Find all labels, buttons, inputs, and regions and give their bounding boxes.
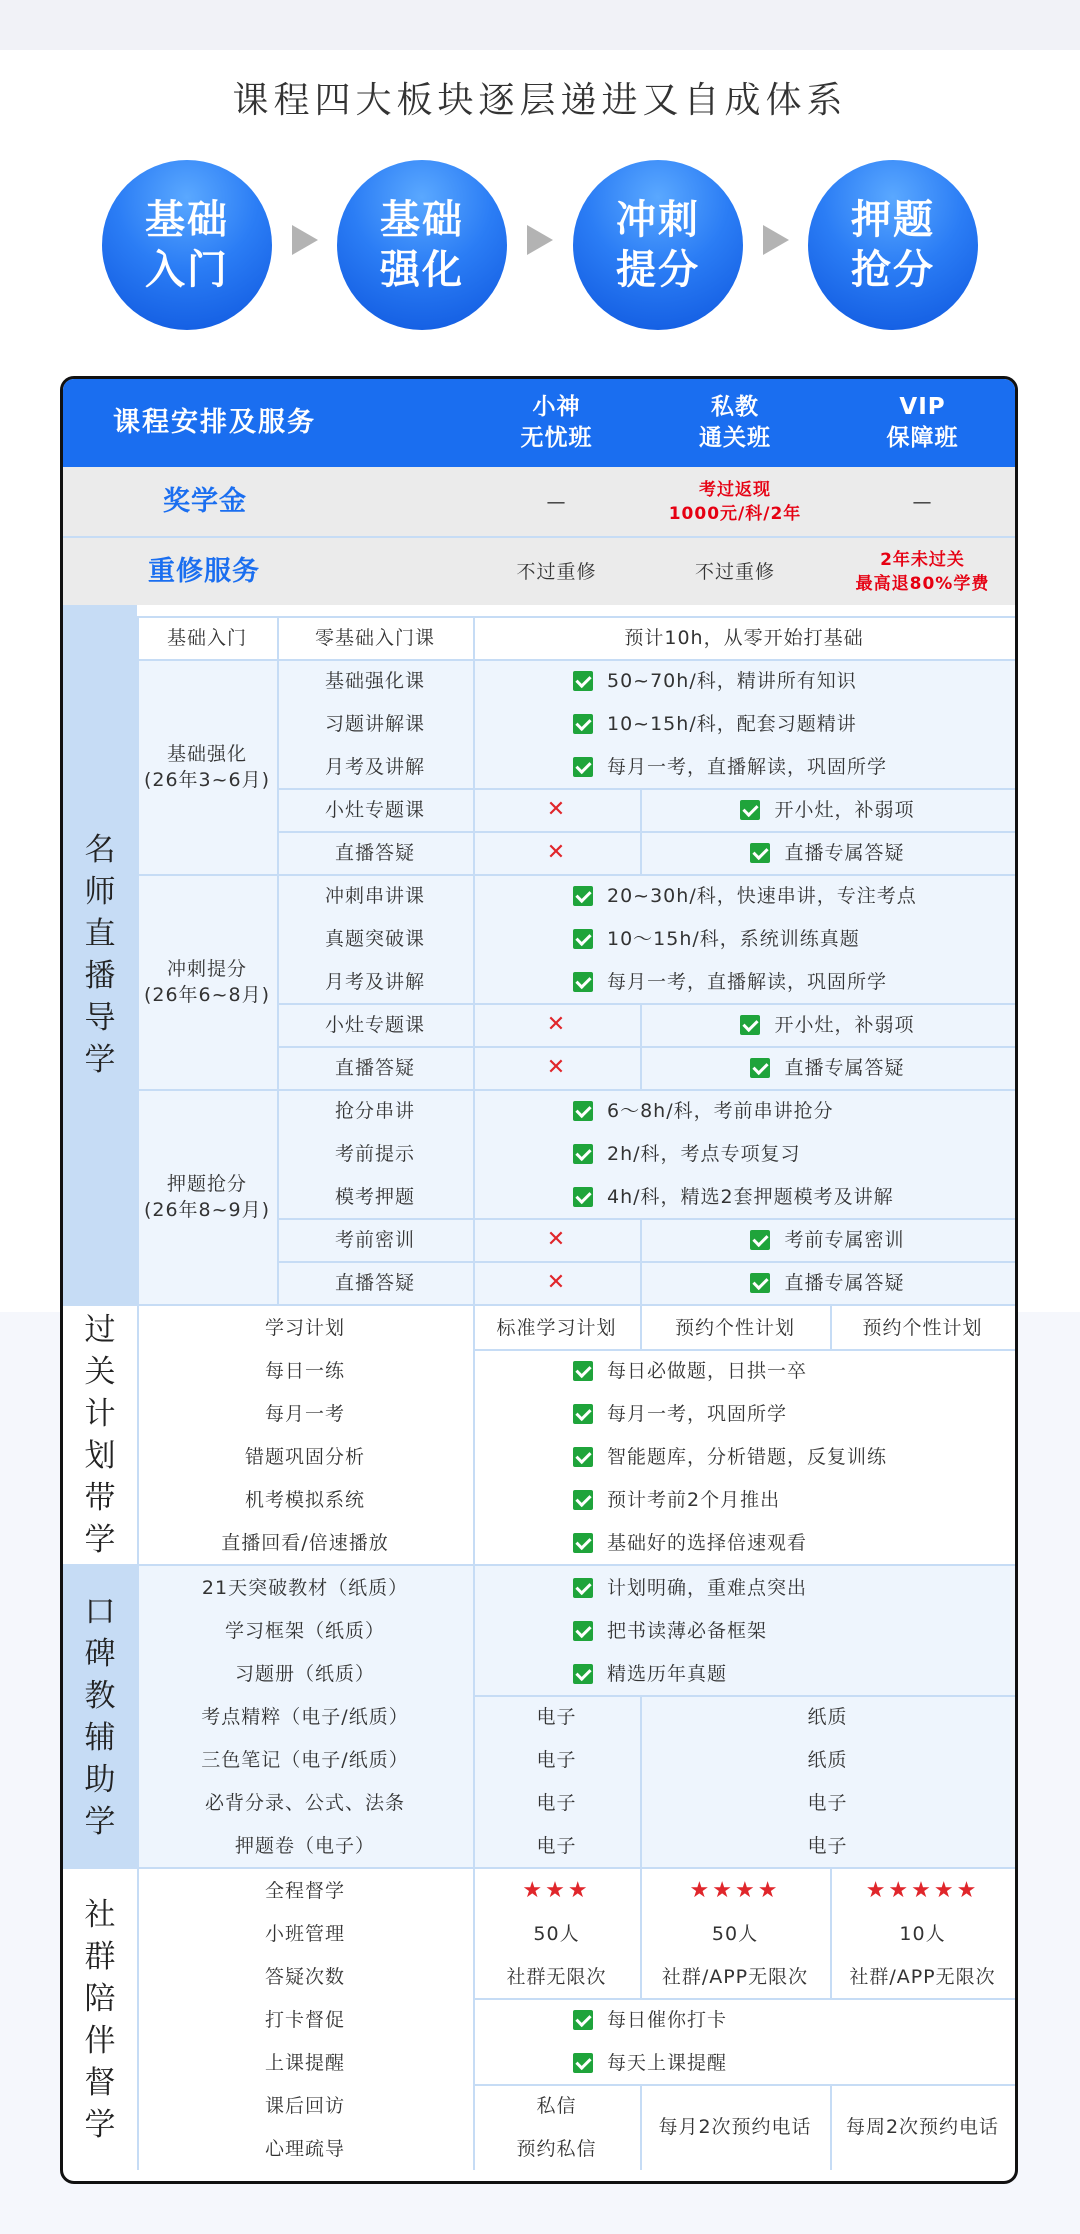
service-name: 答疑次数	[264, 1965, 345, 1988]
section-title-books: 口 碑 教 辅 助 学	[84, 1593, 116, 1840]
feature-text: 开小灶，补弱项	[774, 1013, 915, 1036]
stage-circle: 押题 抢分	[808, 160, 978, 330]
community-value: 50人	[711, 1922, 759, 1945]
service-name: 上课提醒	[264, 2051, 345, 2074]
material-name: 三色笔记（电子/纸质）	[201, 1748, 409, 1771]
retake-label: 重修服务	[148, 555, 260, 587]
checkbox-icon	[573, 972, 593, 992]
scholarship-value: —	[546, 490, 567, 513]
arrow-right-icon	[292, 225, 318, 255]
checkbox-icon	[573, 2010, 593, 2030]
section-title-community: 社 群 陪 伴 督 学	[84, 1896, 116, 2143]
feature-text: 4h/科，精选2套押题模考及讲解	[607, 1185, 894, 1208]
checkbox-icon	[750, 843, 770, 863]
checkbox-icon	[573, 1404, 593, 1424]
included-all-cell	[573, 1566, 1015, 1609]
grid-line	[640, 1695, 642, 1867]
grid-line	[473, 1998, 1015, 2000]
included-all-cell	[573, 1521, 1015, 1564]
cross-icon: ✕	[546, 1269, 567, 1295]
grid-line	[137, 659, 1015, 661]
rating-stars: ★★★★★	[865, 1877, 980, 1903]
plan-header: 私教 通关班	[699, 394, 771, 451]
grid-line	[277, 616, 279, 1304]
phase-label: 基础入门	[166, 626, 247, 649]
page-title: 课程四大板块逐层递进又自成体系	[232, 80, 848, 121]
course-name: 考前提示	[334, 1142, 415, 1165]
checkbox-icon	[573, 1490, 593, 1510]
material-name: 押题卷（电子）	[234, 1834, 375, 1857]
service-name: 学习计划	[264, 1316, 345, 1339]
not-included-cell	[473, 1218, 640, 1261]
feature-text: 50~70h/科，精讲所有知识	[607, 669, 857, 692]
grid-line	[473, 1566, 475, 1867]
course-name: 习题讲解课	[324, 712, 425, 735]
not-included-cell	[473, 788, 640, 831]
feature-text: 6～8h/科，考前串讲抢分	[607, 1099, 834, 1122]
rating-stars: ★★★★	[689, 1877, 781, 1903]
retake-value: 不过重修	[694, 560, 775, 583]
call-plan: 每周2次预约电话	[845, 2116, 1000, 2138]
cross-icon: ✕	[546, 1226, 567, 1252]
course-table	[60, 376, 1018, 2184]
checkbox-icon	[573, 757, 593, 777]
cross-icon: ✕	[546, 839, 567, 865]
grid-line	[473, 1695, 1015, 1697]
service-name: 机考模拟系统	[244, 1488, 365, 1511]
arrow-right-icon	[527, 225, 553, 255]
included-cell	[640, 1218, 1015, 1261]
material-format: 电子	[536, 1834, 577, 1857]
included-all-cell	[573, 874, 1015, 917]
cross-icon: ✕	[546, 796, 567, 822]
retake-value: 不过重修	[516, 560, 597, 583]
feature-text: 直播专属答疑	[784, 841, 905, 864]
course-name: 零基础入门课	[314, 626, 435, 649]
grid-line	[640, 1869, 642, 1998]
material-format: 电子	[536, 1705, 577, 1728]
checkbox-icon	[573, 1578, 593, 1598]
checkbox-icon	[750, 1058, 770, 1078]
course-name: 月考及讲解	[324, 970, 425, 993]
checkbox-icon	[573, 1361, 593, 1381]
grid-line	[473, 2084, 1015, 2086]
included-all-cell	[573, 1132, 1015, 1175]
feature-text: 智能题库，分析错题，反复训练	[607, 1445, 888, 1468]
material-name: 学习框架（纸质）	[224, 1619, 385, 1642]
scholarship-label: 奖学金	[163, 485, 247, 517]
grid-line	[137, 1566, 139, 1867]
feature-text: 开小灶，补弱项	[774, 798, 915, 821]
not-included-cell	[473, 831, 640, 874]
grid-line	[137, 1306, 139, 1564]
grid-line	[473, 1349, 1015, 1351]
not-included-cell	[473, 1261, 640, 1304]
service-name: 小班管理	[264, 1922, 345, 1945]
feature-text: 精选历年真题	[607, 1662, 728, 1685]
grid-line	[277, 831, 1015, 833]
included-all-cell	[573, 917, 1015, 960]
checkbox-icon	[740, 800, 760, 820]
grid-line	[640, 1306, 642, 1349]
feature-text: 10~15h/科，配套习题精讲	[607, 712, 857, 735]
course-name: 冲刺串讲课	[324, 884, 425, 907]
feature-text: 预计10h，从零开始打基础	[624, 626, 864, 649]
course-name: 真题突破课	[324, 927, 425, 950]
grid-line	[137, 616, 1015, 618]
included-all-cell	[573, 1435, 1015, 1478]
grid-line	[830, 2084, 832, 2170]
included-cell	[640, 831, 1015, 874]
material-name: 习题册（纸质）	[234, 1662, 375, 1685]
checkbox-icon	[573, 886, 593, 906]
grid-line	[640, 2084, 642, 2170]
top-band	[0, 0, 1080, 50]
grid-line	[137, 1089, 1015, 1091]
header-label: 课程安排及服务	[113, 407, 316, 438]
course-name: 月考及讲解	[324, 755, 425, 778]
checkbox-icon	[573, 1447, 593, 1467]
community-value: 私信	[536, 2094, 577, 2117]
included-all-cell	[573, 745, 1015, 788]
feature-text: 直播专属答疑	[784, 1056, 905, 1079]
phase-label: 冲刺提分 (26年6~8月)	[143, 957, 271, 1006]
included-all-cell	[573, 1349, 1015, 1392]
grid-line	[277, 1003, 1015, 1005]
grid-line	[473, 1306, 475, 1564]
feature-text: 考前专属密训	[784, 1228, 905, 1251]
grid-line	[473, 1869, 475, 2170]
material-format: 电子	[807, 1791, 848, 1814]
community-value: 50人	[533, 1922, 580, 1945]
scholarship-value: —	[912, 490, 933, 513]
included-cell	[640, 1261, 1015, 1304]
community-value: 社群/APP无限次	[661, 1965, 809, 1988]
service-name: 直播回看/倍速播放	[221, 1531, 389, 1554]
checkbox-icon	[740, 1015, 760, 1035]
plan-header: VIP 保障班	[886, 394, 959, 451]
call-plan: 每月2次预约电话	[658, 2116, 812, 2138]
feature-text: 基础好的选择倍速观看	[607, 1531, 808, 1554]
rating-stars: ★★★	[522, 1877, 591, 1903]
course-name: 直播答疑	[334, 1056, 415, 1079]
checkbox-icon	[573, 1144, 593, 1164]
cross-icon: ✕	[546, 1054, 567, 1080]
course-name: 直播答疑	[334, 1271, 415, 1294]
course-name: 直播答疑	[334, 841, 415, 864]
included-all-cell	[573, 702, 1015, 745]
material-format: 电子	[536, 1791, 577, 1814]
feature-text: 计划明确，重难点突出	[607, 1576, 808, 1599]
grid-line	[137, 874, 1015, 876]
course-name: 基础强化课	[324, 669, 425, 692]
included-all-cell	[573, 1089, 1015, 1132]
not-included-cell	[473, 1003, 640, 1046]
feature-text: 每月一考，直播解读，巩固所学	[607, 755, 888, 778]
service-name: 全程督学	[264, 1879, 345, 1902]
grid-line	[137, 1869, 139, 2170]
service-name: 每月一考	[264, 1402, 345, 1425]
grid-line	[830, 1869, 832, 1998]
material-name: 21天突破教材（纸质）	[201, 1576, 409, 1599]
scholarship-value: 考过返现 1000元/科/2年	[668, 479, 802, 524]
included-cell	[640, 1046, 1015, 1089]
checkbox-icon	[573, 1664, 593, 1684]
checkbox-icon	[573, 1101, 593, 1121]
feature-text: 每日必做题，日拱一卒	[607, 1359, 808, 1382]
included-all-cell	[573, 1998, 1015, 2041]
grid-line	[277, 1261, 1015, 1263]
feature-text: 2h/科，考点专项复习	[607, 1142, 801, 1165]
community-value: 社群无限次	[506, 1965, 607, 1988]
checkbox-icon	[573, 929, 593, 949]
checkbox-icon	[573, 671, 593, 691]
feature-text: 直播专属答疑	[784, 1271, 905, 1294]
not-included-cell	[473, 1046, 640, 1089]
material-format: 纸质	[807, 1705, 848, 1728]
stage-circle: 基础 强化	[337, 160, 507, 330]
included-all-cell	[573, 1478, 1015, 1521]
feature-text: 把书读薄必备框架	[607, 1619, 768, 1642]
grid-line	[277, 1218, 1015, 1220]
included-all-cell	[573, 1392, 1015, 1435]
service-name: 打卡督促	[264, 2008, 345, 2031]
checkbox-icon	[573, 1533, 593, 1553]
service-name: 课后回访	[264, 2094, 345, 2117]
included-all-cell	[573, 960, 1015, 1003]
included-cell	[640, 1003, 1015, 1046]
plan-header: 小神 无忧班	[520, 394, 593, 451]
feature-text: 每月一考，直播解读，巩固所学	[607, 970, 888, 993]
checkbox-icon	[750, 1230, 770, 1250]
checkbox-icon	[573, 1621, 593, 1641]
plan-value: 预约个性计划	[862, 1316, 983, 1339]
material-name: 必背分录、公式、法条	[204, 1791, 405, 1814]
included-all-cell	[573, 1175, 1015, 1218]
cross-icon: ✕	[546, 1011, 567, 1037]
checkbox-icon	[573, 1187, 593, 1207]
service-name: 错题巩固分析	[244, 1445, 365, 1468]
material-format: 电子	[807, 1834, 848, 1857]
material-format: 电子	[536, 1748, 577, 1771]
community-value: 社群/APP无限次	[849, 1965, 996, 1988]
grid-line	[830, 1306, 832, 1349]
grid-line	[137, 616, 139, 1304]
stage-circle: 冲刺 提分	[573, 160, 743, 330]
grid-line	[473, 616, 475, 1304]
material-name: 考点精粹（电子/纸质）	[201, 1705, 409, 1728]
phase-label: 押题抢分 (26年8~9月)	[143, 1172, 271, 1221]
included-all-cell	[573, 2041, 1015, 2084]
grid-line	[277, 1046, 1015, 1048]
phase-label: 基础强化 (26年3~6月)	[143, 742, 271, 791]
community-value: 预约私信	[516, 2137, 597, 2160]
course-name: 模考押题	[334, 1185, 415, 1208]
included-all-cell	[573, 659, 1015, 702]
feature-text: 20~30h/科，快速串讲，专注考点	[607, 884, 917, 907]
plan-value: 标准学习计划	[496, 1316, 617, 1339]
feature-text: 预计考前2个月推出	[607, 1488, 781, 1511]
course-name: 小灶专题课	[324, 1013, 425, 1036]
stage-circle: 基础 入门	[102, 160, 272, 330]
course-name: 小灶专题课	[324, 798, 425, 821]
included-all-cell	[573, 1609, 1015, 1652]
course-name: 考前密训	[334, 1228, 415, 1251]
checkbox-icon	[573, 2053, 593, 2073]
included-cell	[640, 788, 1015, 831]
included-all-cell	[573, 1652, 1015, 1695]
service-name: 心理疏导	[264, 2137, 345, 2160]
checkbox-icon	[573, 714, 593, 734]
plan-value: 预约个性计划	[674, 1316, 795, 1339]
feature-text: 每日催你打卡	[607, 2008, 728, 2031]
section-title-plan: 过 关 计 划 带 学	[84, 1312, 116, 1558]
retake-value: 2年未过关 最高退80%学费	[855, 549, 990, 594]
service-name: 每日一练	[264, 1359, 345, 1382]
feature-text: 每天上课提醒	[607, 2051, 728, 2074]
section-title-live: 名 师 直 播 导 学	[84, 831, 116, 1078]
community-value: 10人	[899, 1922, 946, 1945]
material-format: 纸质	[807, 1748, 848, 1771]
arrow-right-icon	[763, 225, 789, 255]
feature-text: 每月一考，巩固所学	[607, 1402, 788, 1425]
checkbox-icon	[750, 1273, 770, 1293]
grid-line	[277, 788, 1015, 790]
course-name: 抢分串讲	[334, 1099, 415, 1122]
feature-text: 10～15h/科，系统训练真题	[607, 927, 860, 950]
